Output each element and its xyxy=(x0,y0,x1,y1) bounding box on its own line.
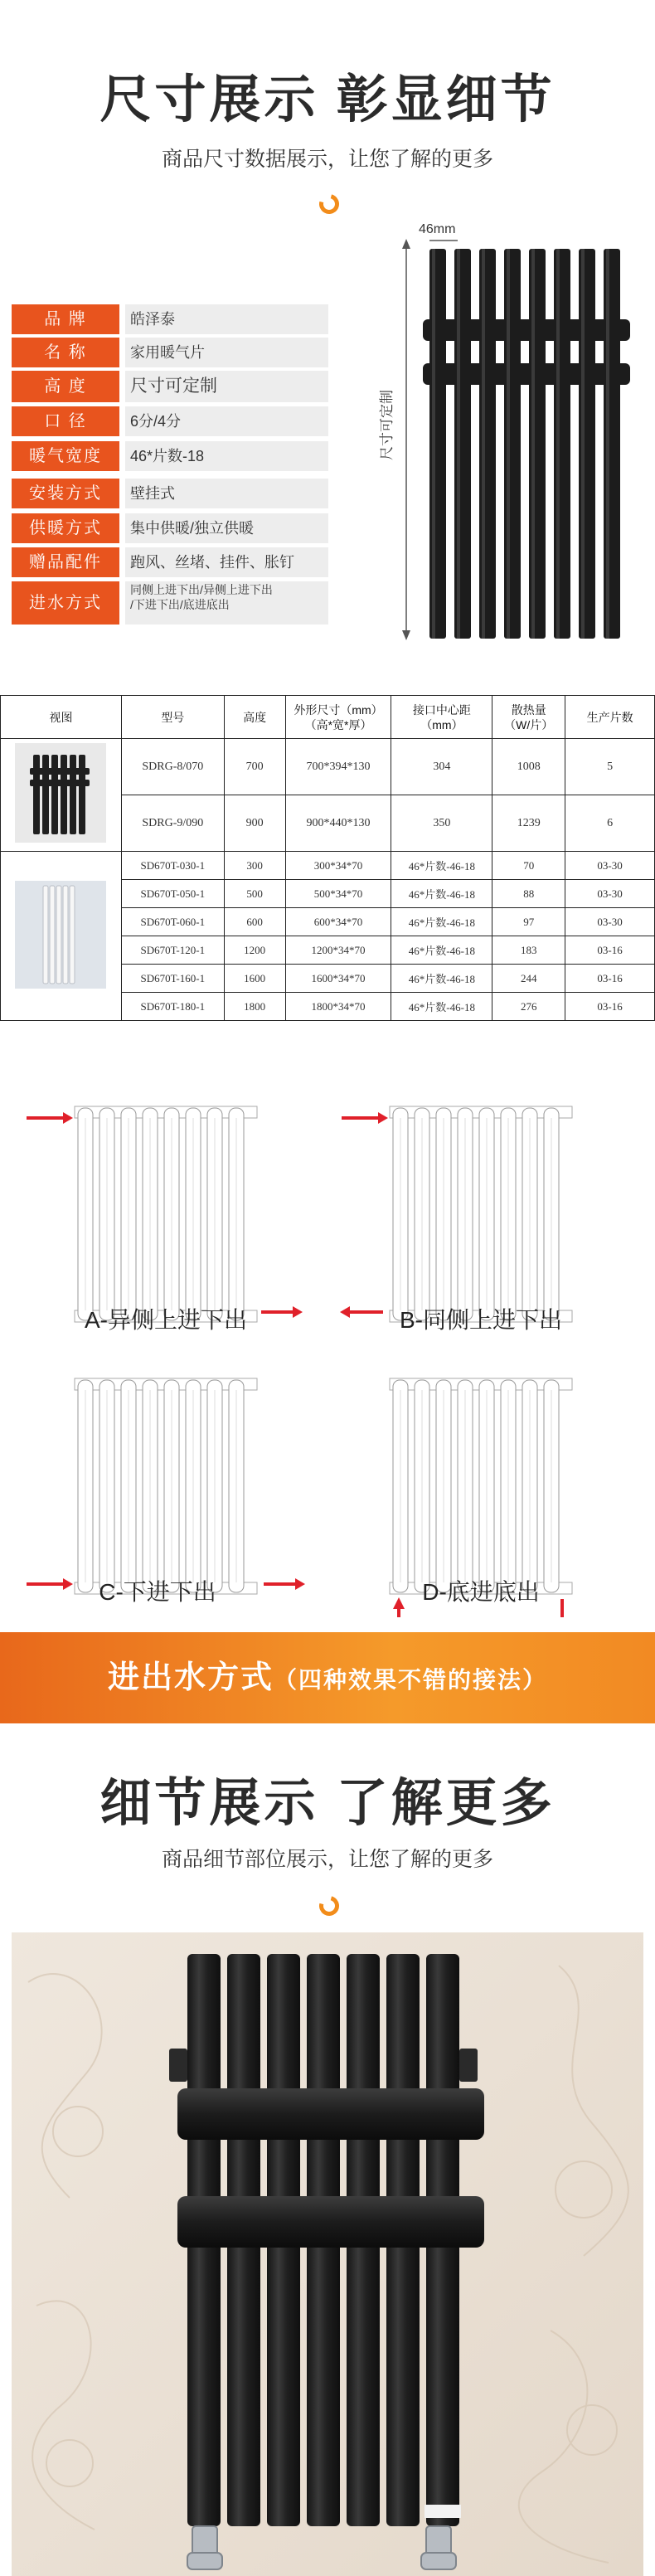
table-cell: 300*34*70 xyxy=(285,852,391,880)
section-title: 细节展示 了解更多 xyxy=(99,1775,556,1832)
table-cell: 03-16 xyxy=(565,936,655,965)
table-cell: 1239 xyxy=(492,795,565,852)
header-line: 接口中心距 xyxy=(412,702,471,717)
spec-key: 进水方式 xyxy=(12,581,119,625)
spec-key: 品 牌 xyxy=(12,304,119,334)
header-line: 散热量 xyxy=(511,702,546,717)
height-dimension-label: 尺寸可定制 xyxy=(379,390,395,460)
connection-diagrams xyxy=(0,1086,655,1617)
header-line: 外形尺寸（mm） xyxy=(294,702,383,717)
section-subtitle: 商品细节部位展示，让您了解的更多 xyxy=(161,1848,493,1871)
section-subtitle: 商品尺寸数据展示，让您了解的更多 xyxy=(161,148,493,171)
table-cell: 300 xyxy=(224,852,285,880)
table-cell: 03-30 xyxy=(565,908,655,936)
banner-sub: （四种效果不错的接法） xyxy=(274,1667,548,1693)
header-line: （高*宽*厚） xyxy=(304,717,372,731)
connection-label-c: C-下进下出 xyxy=(99,1579,216,1605)
decorative-ring-icon xyxy=(316,191,343,218)
table-cell: 350 xyxy=(391,795,492,852)
table-cell: 304 xyxy=(391,739,492,795)
banner-text xyxy=(0,1632,655,1726)
spec-key: 口 径 xyxy=(12,406,119,436)
table-cell: 46*片数-46-18 xyxy=(391,936,492,965)
table-cell: SD670T-060-1 xyxy=(121,908,224,936)
spec-row-install xyxy=(12,479,328,508)
table-cell: 46*片数-46-18 xyxy=(391,965,492,993)
banner-main: 进出水方式 xyxy=(107,1660,274,1695)
spec-value: 壁挂式 xyxy=(125,479,328,508)
table-cell: SD670T-180-1 xyxy=(121,993,224,1021)
spec-row-caliber xyxy=(12,406,328,436)
table-cell: SD670T-030-1 xyxy=(121,852,224,880)
arrow-in-icon xyxy=(342,1112,388,1124)
section-title: 尺寸展示 彰显细节 xyxy=(99,71,556,129)
table-cell: 46*片数-46-18 xyxy=(391,880,492,908)
table-cell: 1600 xyxy=(224,965,285,993)
spec-value-line: 同侧上进下出/异侧上进下出 xyxy=(130,583,273,596)
table-cell: 1008 xyxy=(492,739,565,795)
table-cell: 244 xyxy=(492,965,565,993)
spec-row-accessories xyxy=(12,547,328,577)
radiator-detail-photo xyxy=(12,1932,643,2576)
spec-value: 6分/4分 xyxy=(125,406,328,436)
radiator-white-thumbnail-image xyxy=(15,881,106,989)
table-cell: SD670T-160-1 xyxy=(121,965,224,993)
spec-row-name xyxy=(12,338,328,367)
table-cell: 46*片数-46-18 xyxy=(391,908,492,936)
spec-value-line: /下进下出/底进底出 xyxy=(130,598,230,611)
spec-key: 名 称 xyxy=(12,338,119,367)
table-cell: 500 xyxy=(224,880,285,908)
spec-value: 46*片数-18 xyxy=(125,441,328,471)
table-cell: 03-16 xyxy=(565,965,655,993)
spec-value: 跑风、丝堵、挂件、胀钉 xyxy=(125,547,328,577)
header-cell xyxy=(391,696,492,739)
table-cell: 183 xyxy=(492,936,565,965)
table-cell: 700*394*130 xyxy=(285,739,391,795)
table-cell: 500*34*70 xyxy=(285,880,391,908)
table-cell: 46*片数-46-18 xyxy=(391,852,492,880)
product-thumbnail-cell xyxy=(1,739,122,852)
table-cell: 900 xyxy=(224,795,285,852)
decorative-ring-icon xyxy=(316,1893,343,1920)
spec-row-heating xyxy=(12,513,328,543)
table-cell: 97 xyxy=(492,908,565,936)
spec-row-width xyxy=(12,441,328,471)
spec-key: 安装方式 xyxy=(12,479,119,508)
spec-key: 暖气宽度 xyxy=(12,441,119,471)
spec-key: 赠品配件 xyxy=(12,547,119,577)
header-cell: 视图 xyxy=(1,696,122,739)
table-cell: 03-16 xyxy=(565,993,655,1021)
table-cell: 1200*34*70 xyxy=(285,936,391,965)
spec-row-inlet xyxy=(12,581,328,625)
width-dimension-label: 46mm xyxy=(419,222,456,236)
table-cell: 900*440*130 xyxy=(285,795,391,852)
header-line: （W/片） xyxy=(504,717,554,731)
connection-label-a: A-异侧上进下出 xyxy=(84,1307,247,1333)
table-cell: SDRG-9/090 xyxy=(121,795,224,852)
spec-row-height xyxy=(12,371,328,402)
connection-label-b: B-同侧上进下出 xyxy=(399,1307,562,1333)
product-dimension-drawing xyxy=(381,216,638,647)
header-cell xyxy=(492,696,565,739)
spec-value: 集中供暖/独立供暖 xyxy=(125,513,328,543)
radiator-thumbnail-image xyxy=(15,743,106,843)
spec-row-brand xyxy=(12,304,328,334)
table-cell: 1600*34*70 xyxy=(285,965,391,993)
spec-value: 家用暖气片 xyxy=(125,338,328,367)
arrow-in-icon xyxy=(27,1112,73,1124)
header-cell: 高度 xyxy=(224,696,285,739)
table-row xyxy=(1,739,655,795)
model-table xyxy=(0,695,655,1021)
table-cell: SD670T-050-1 xyxy=(121,880,224,908)
table-cell: 88 xyxy=(492,880,565,908)
table-header-row xyxy=(1,696,655,739)
table-cell: 46*片数-46-18 xyxy=(391,993,492,1021)
spec-value: 皓泽泰 xyxy=(125,304,328,334)
table-cell: SD670T-120-1 xyxy=(121,936,224,965)
table-cell: 5 xyxy=(565,739,655,795)
table-cell: 600 xyxy=(224,908,285,936)
connection-label-d: D-底进底出 xyxy=(422,1579,540,1605)
table-row xyxy=(1,852,655,880)
spec-key: 高 度 xyxy=(12,371,119,402)
table-cell: 700 xyxy=(224,739,285,795)
spec-key: 供暖方式 xyxy=(12,513,119,543)
table-cell: 276 xyxy=(492,993,565,1021)
table-cell: 03-30 xyxy=(565,852,655,880)
table-cell: SDRG-8/070 xyxy=(121,739,224,795)
header-cell xyxy=(285,696,391,739)
spec-value: 尺寸可定制 xyxy=(125,371,328,402)
spec-value xyxy=(125,581,328,625)
product-thumbnail-cell xyxy=(1,852,122,1021)
table-cell: 03-30 xyxy=(565,880,655,908)
table-cell: 1800*34*70 xyxy=(285,993,391,1021)
table-cell: 6 xyxy=(565,795,655,852)
table-cell: 1800 xyxy=(224,993,285,1021)
table-cell: 1200 xyxy=(224,936,285,965)
header-cell: 型号 xyxy=(121,696,224,739)
connection-methods-banner xyxy=(0,1632,655,1723)
header-line: （mm） xyxy=(420,717,463,731)
header-cell: 生产片数 xyxy=(565,696,655,739)
table-cell: 600*34*70 xyxy=(285,908,391,936)
table-cell: 70 xyxy=(492,852,565,880)
